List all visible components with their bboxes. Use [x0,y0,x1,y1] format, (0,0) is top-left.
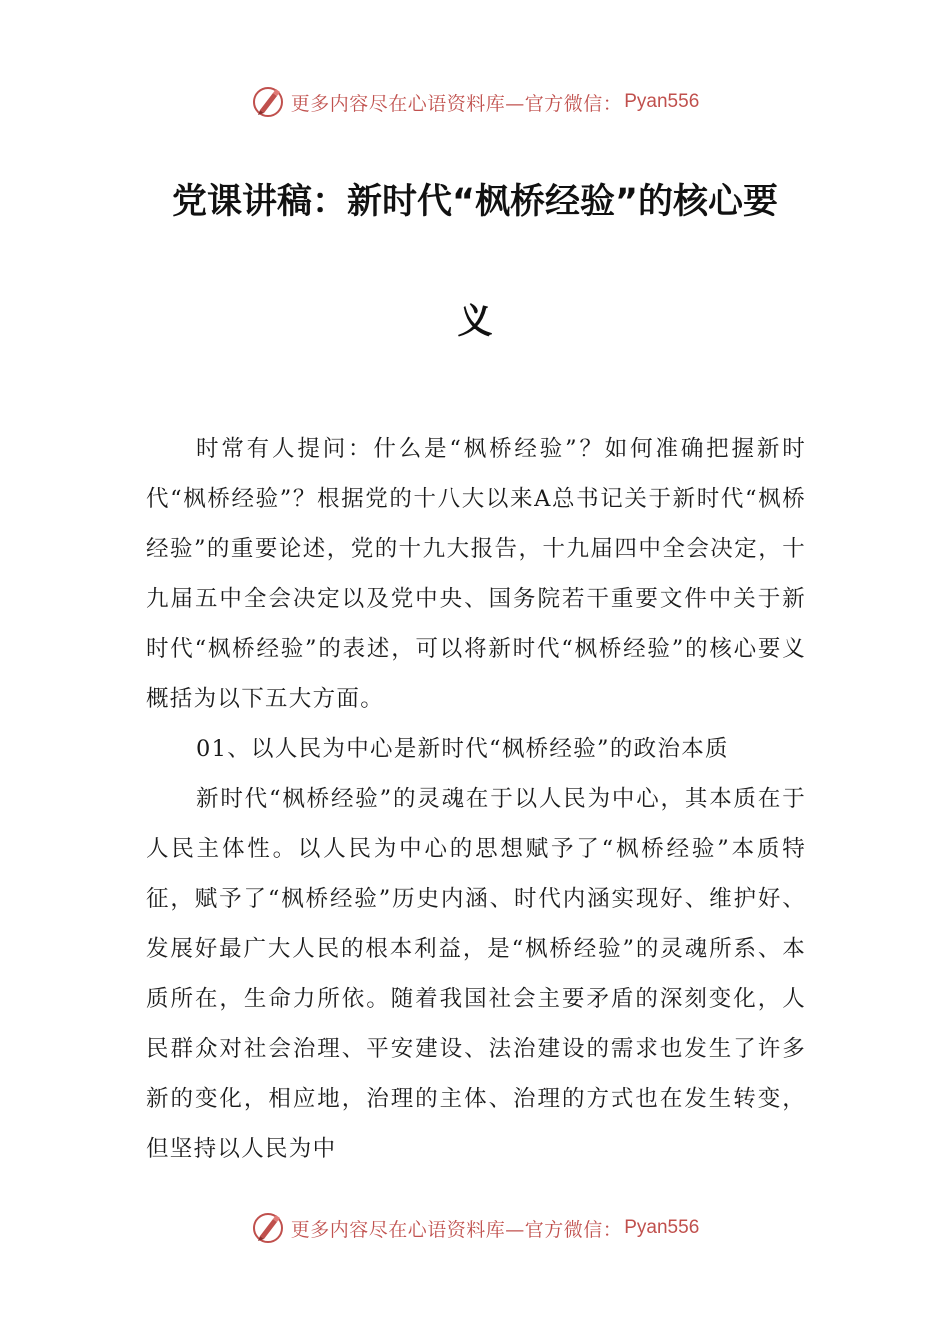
page-title-line-1: 党课讲稿：新时代“枫桥经验”的核心要 [171,182,778,222]
header-banner [0,82,950,122]
page-title-line-2: 义 [457,302,493,342]
section-1-paragraph: 新时代“枫桥经验”的灵魂在于以人民为中心，其本质在于人民主体性。以人民为中心的思想赋予了“枫桥经验”本质特征，赋予了“枫桥经验”历史内涵、时代内涵实现好、维护好、发展好最广大人民的根本利益，是“枫桥经验”的灵魂所系、本质所在，生命力所依。随着我国社会主要矛盾的深刻变化，人民群众对社会治理、平安建设、法治建设的需求也发生了许多新的变化，相应地，治理的主体、治理的方式也在发生转变，但坚持以人民为中 [146,786,806,1162]
banner-text: 更多内容尽在心语资料库—官方微信： [290,1218,623,1241]
wechat-id: Pyan556 [624,91,700,112]
pen-logo-icon [251,1211,285,1245]
footer-banner [0,1208,950,1248]
intro-paragraph: 时常有人提问：什么是“枫桥经验”？如何准确把握新时代“枫桥经验”？根据党的十八大以来A总书记关于新时代“枫桥经验”的重要论述，党的十九大报告，十九届四中全会决定，十九届五中全会决定以及党中央、国务院若干重要文件中关于新时代“枫桥经验”的表述，可以将新时代“枫桥经验”的核心要义概括为以下五大方面。 [146,436,806,712]
document-body [146,424,806,1174]
wechat-id: Pyan556 [624,1217,700,1238]
pen-logo-icon [251,85,285,119]
banner-text: 更多内容尽在心语资料库—官方微信： [290,92,623,115]
section-1-heading: 01、以人民为中心是新时代“枫桥经验”的政治本质 [196,736,729,762]
